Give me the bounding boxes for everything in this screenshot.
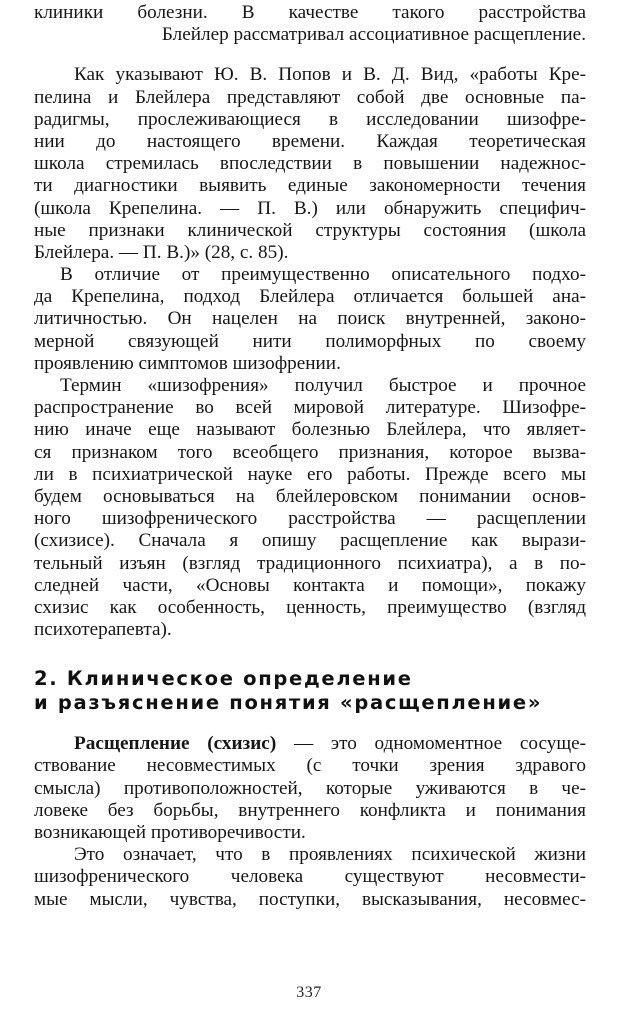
text-line: психотерапевта).	[34, 619, 172, 641]
text-line: ли в психиатрической науке его работы. Прежде всего мы	[34, 463, 586, 485]
text-line: клиники болезни. В качестве такого расстройства	[34, 2, 586, 23]
text-line: (схизисе). Сначала я опишу расщепление как вырази-	[34, 530, 586, 552]
text-line: распространение во всей мировой литературе. Шизофре-	[34, 397, 586, 419]
book-page	[34, 2, 586, 911]
section-heading-line: и разъяснение понятия «расщепление»	[34, 691, 543, 715]
text-line: радигмы, прослеживающиеся в исследовании шизофре-	[34, 108, 586, 130]
text-line: проявлению симптомов шизофрении.	[34, 352, 341, 374]
paragraph-means	[34, 844, 586, 911]
text-line: Это означает, что в проявлениях психической жизни	[74, 844, 586, 866]
text-line	[34, 733, 586, 755]
section-heading-line: 2. Клиническое определение	[34, 667, 413, 691]
page-number: 337	[296, 984, 322, 1001]
paragraph-kraepelin-contrast	[34, 264, 586, 375]
text-line: Блейлер рассматривал ассоциативное расщепление.	[161, 24, 586, 46]
text-line: Блейлера. — П. В.)» (28, с. 85).	[34, 241, 289, 263]
text-line: схизис как особенность, ценность, преимущество (взгляд	[34, 596, 586, 618]
continuation-paragraph	[34, 2, 586, 46]
text-line: тельный изъян (взгляд традиционного психиатра), а в по-	[34, 552, 586, 574]
text-line: ные признаки клинической структуры состояния (школа	[34, 219, 586, 241]
text-line: нию иначе еще называют болезнью Блейлера, что являет-	[34, 419, 586, 441]
text-line: пелина и Блейлера представляют собой две основные па-	[34, 86, 586, 108]
text-line: В отличие от преимущественно описательного подхо-	[60, 264, 586, 286]
text-line: ся признаком того всеобщего признания, которое вызва-	[34, 441, 586, 463]
text-line: мерной связующей нити полиморфных по своему	[34, 330, 586, 352]
paragraph-popov-vid-quote	[34, 64, 586, 264]
section-heading	[34, 667, 586, 715]
text-line: шизофренического человека существуют несовмести-	[34, 866, 586, 888]
defined-term: Расщепление (схизис)	[74, 733, 277, 755]
text-line: следней части, «Основы контакта и помощи», покажу	[34, 574, 586, 596]
text-line: ствование несовместимых (с точки зрения здравого	[34, 755, 586, 777]
text-line: ловеке без борьбы, внутреннего конфликта и понимания	[34, 799, 586, 821]
text-line: мые мысли, чувства, поступки, высказывания, несовмес-	[34, 888, 586, 910]
text-line: (школа Крепелина. — П. В.) или обнаружить специфич-	[34, 197, 586, 219]
definition-text: — это одномоментное сосуще-	[276, 733, 586, 755]
text-line: ти диагностики выявить единые закономерности течения	[34, 175, 586, 197]
text-line: литичностью. Он нацелен на поиск внутренней, законо-	[34, 308, 586, 330]
text-line: ного шизофренического расстройства — расщеплении	[34, 508, 586, 530]
paragraph-definition	[34, 733, 586, 844]
text-line: возникающей противоречивости.	[34, 822, 306, 843]
text-line: нии до настоящего времени. Каждая теоретическая	[34, 130, 586, 152]
text-line: Термин «шизофрения» получил быстрое и прочное	[60, 375, 586, 396]
paragraph-term-schizophrenia	[34, 375, 586, 641]
text-line: школа стремилась впоследствии в повышении надежнос-	[34, 153, 586, 175]
text-line: да Крепелина, подход Блейлера отличается большей ана-	[34, 286, 586, 308]
text-line: будем основываться на блейлеровском понимании основ-	[34, 485, 586, 507]
text-line: смысла) противоположностей, которые уживаются в че-	[34, 777, 586, 799]
text-line: Как указывают Ю. В. Попов и В. Д. Вид, «работы Кре-	[74, 64, 586, 86]
